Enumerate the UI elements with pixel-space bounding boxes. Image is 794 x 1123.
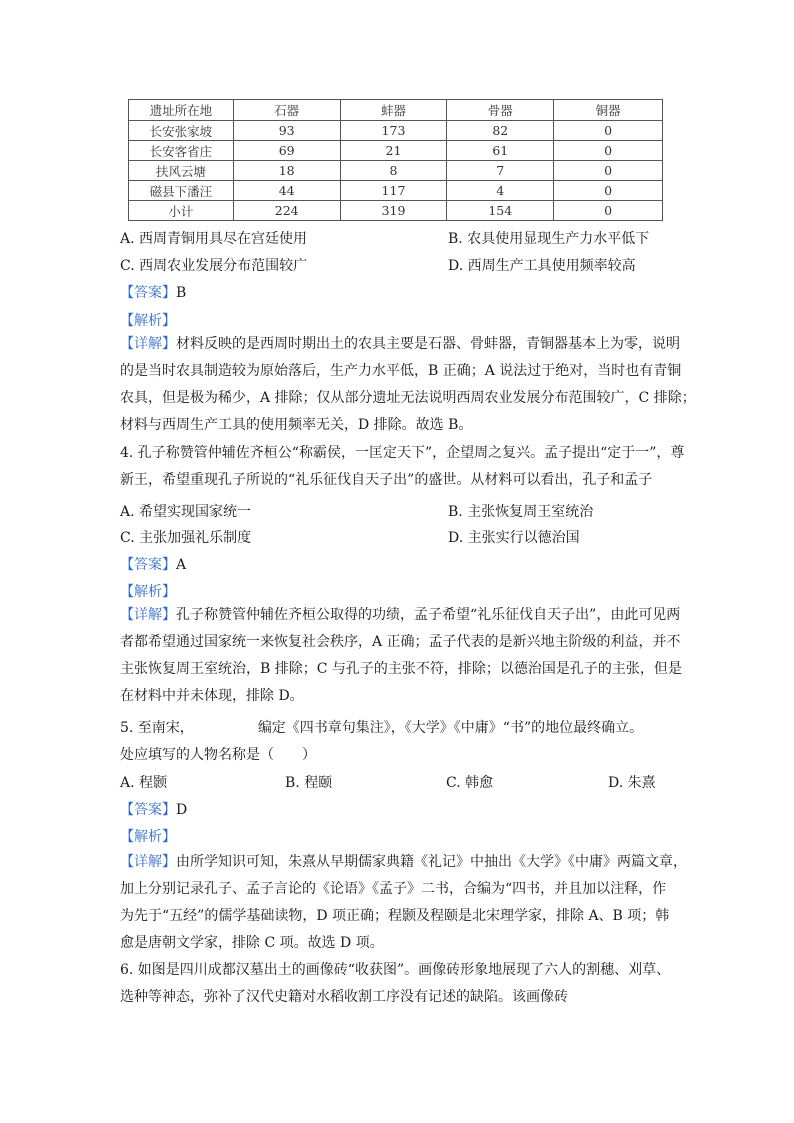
q4-option-b: B. 主张恢复周王室统治 (448, 504, 594, 520)
table-header-cell: 遗址所在地 (129, 100, 234, 121)
table-total-row (129, 201, 663, 221)
stem-line: 新王，希望重现孔子所说的“礼乐征伐自天子出”的盛世。从材料可以看出，孔子和孟子 (120, 472, 653, 488)
table-cell: 82 (447, 121, 554, 141)
detail-line (120, 331, 680, 358)
q5-detail (120, 849, 687, 957)
table-cell: 61 (447, 141, 554, 161)
q5-stem (120, 718, 643, 738)
q3-option-b: B. 农具使用显现生产力水平低下 (448, 231, 650, 247)
detail-line: 主张恢复周王室统治，B 排除；C 与孔子的主张不符，排除；以德治国是孔子的主张，但是 (120, 661, 682, 677)
q3-option-c: C. 西周农业发展分布范围较广 (120, 258, 308, 274)
table-row (129, 141, 663, 161)
table-cell: 磁县下潘汪 (129, 181, 234, 201)
stem-suffix: 编定《四书章句集注》，《大学》《中庸》“书”的地位最终确立。 (257, 720, 644, 736)
detail-line: 在材料中并未体现，排除 D。 (120, 688, 304, 704)
q3-option-a: A. 西周青铜用具尽在宫廷使用 (120, 231, 308, 247)
answer-tag: 【答案】 (120, 285, 176, 301)
table-cell: 长安客省庄 (129, 141, 234, 161)
table-cell: 小计 (129, 201, 234, 221)
detail-line: 者都希望通过国家统一来恢复社会秩序，A 正确；孟子代表的是新兴地主阶级的利益，并不 (120, 634, 681, 650)
q4-analysis-label (120, 582, 176, 602)
stem-line: 6. 如图是四川成都汉墓出土的画像砖“收获图”。画像砖形象地展现了六人的割穗、刈草、 (120, 962, 671, 978)
q4-answer (120, 555, 186, 575)
q4-detail (120, 602, 682, 710)
table-cell: 0 (554, 141, 663, 161)
answer-tag: 【答案】 (120, 557, 176, 573)
table-header-cell: 骨器 (447, 100, 554, 121)
table-header-cell: 石器 (233, 100, 340, 121)
table-cell: 长安张家坡 (129, 121, 234, 141)
table-cell: 117 (340, 181, 447, 201)
q6-stem (120, 957, 676, 1011)
answer-value: B (176, 285, 187, 301)
q3-option-d: D. 西周生产工具使用频率较高 (448, 258, 636, 274)
detail-line (120, 602, 681, 629)
detail-tag: 【详解】 (120, 854, 176, 870)
analysis-tag: 【解析】 (120, 313, 176, 329)
table-header-cell: 铜器 (554, 100, 663, 121)
table-cell: 69 (233, 141, 340, 161)
q5-analysis-label (120, 827, 176, 847)
table-row (129, 181, 663, 201)
analysis-tag: 【解析】 (120, 829, 176, 845)
detail-line: 材料与西周生产工具的使用频率无关，D 排除。故选 B。 (120, 417, 473, 433)
q5-option-c: C. 韩愈 (446, 775, 494, 791)
table-cell: 0 (554, 161, 663, 181)
stem-line: 选种等神态，弥补了汉代史籍对水稻收割工序没有记述的缺陷。该画像砖 (120, 989, 568, 1005)
answer-value: A (176, 557, 187, 573)
q3-detail (120, 331, 696, 439)
stem-line: 4. 孔子称赞管仲辅佐齐桓公“称霸侯，一匡定天下”，企望周之复兴。孟子提出“定于一”，尊 (120, 445, 685, 461)
detail-line: 为先于“五经”的儒学基础读物，D 项正确；程颢及程颐是北宋理学家，排除 A、B 项；韩 (120, 908, 670, 924)
answer-tag: 【答案】 (120, 802, 176, 818)
table-cell: 154 (447, 201, 554, 221)
table-row (129, 161, 663, 181)
table-cell: 0 (554, 121, 663, 141)
q3-analysis-label (120, 311, 176, 331)
table-cell: 扶风云塘 (129, 161, 234, 181)
table-cell: 173 (340, 121, 447, 141)
q5-answer (120, 800, 187, 820)
q3-answer (120, 283, 186, 303)
table-header-row (129, 100, 663, 121)
table-cell: 93 (233, 121, 340, 141)
detail-line: 的是当时农具制造较为原始落后，生产力水平低，B 正确；A 说法过于绝对，当时也有青铜 (120, 363, 682, 379)
q4-stem (120, 440, 685, 494)
table-cell: 18 (233, 161, 340, 181)
answer-value: D (176, 802, 188, 818)
q4-option-c: C. 主张加强礼乐制度 (120, 530, 252, 546)
table-cell: 4 (447, 181, 554, 201)
q4-option-d: D. 主张实行以德治国 (448, 530, 580, 546)
q5-option-a: A. 程颢 (120, 775, 168, 791)
q5-option-b: B. 程颐 (285, 775, 333, 791)
table-cell: 8 (340, 161, 447, 181)
table-cell: 21 (340, 141, 447, 161)
detail-line: 加上分别记录孔子、孟子言论的《论语》《孟子》二书，合编为“四书，并且加以注释，作 (120, 881, 667, 897)
table-cell: 0 (554, 181, 663, 201)
detail-line: 农具，但是极为稀少，A 排除；仅从部分遗址无法说明西周农业发展分布范围较广，C 排除； (120, 390, 696, 406)
artifact-table (128, 99, 663, 221)
detail-tag: 【详解】 (120, 336, 176, 352)
detail-text: 由所学知识可知，朱熹从早期儒家典籍《礼记》中抽出《大学》《中庸》两篇文章， (176, 854, 687, 870)
stem-prefix: 5. 至南宋， (120, 720, 194, 736)
table-cell: 0 (554, 201, 663, 221)
detail-text: 材料反映的是西周时期出土的农具主要是石器、骨蚌器，青铜器基本上为零，说明 (176, 336, 680, 352)
q4-option-a: A. 希望实现国家统一 (120, 504, 252, 520)
table-row (129, 121, 663, 141)
detail-tag: 【详解】 (120, 607, 176, 623)
table-cell: 7 (447, 161, 554, 181)
analysis-tag: 【解析】 (120, 584, 176, 600)
q5-stem-line2: 处应填写的人物名称是（ ） (120, 747, 316, 763)
table-cell: 44 (233, 181, 340, 201)
table-cell: 319 (340, 201, 447, 221)
detail-text: 孔子称赞管仲辅佐齐桓公取得的功绩，孟子希望“礼乐征伐自天子出”，由此可见两 (176, 607, 681, 623)
q5-option-d: D. 朱熹 (608, 775, 656, 791)
detail-line (120, 849, 687, 876)
table-header-cell: 蚌器 (340, 100, 447, 121)
table-cell: 224 (233, 201, 340, 221)
detail-line: 愈是唐朝文学家，排除 C 项。故选 D 项。 (120, 935, 384, 951)
